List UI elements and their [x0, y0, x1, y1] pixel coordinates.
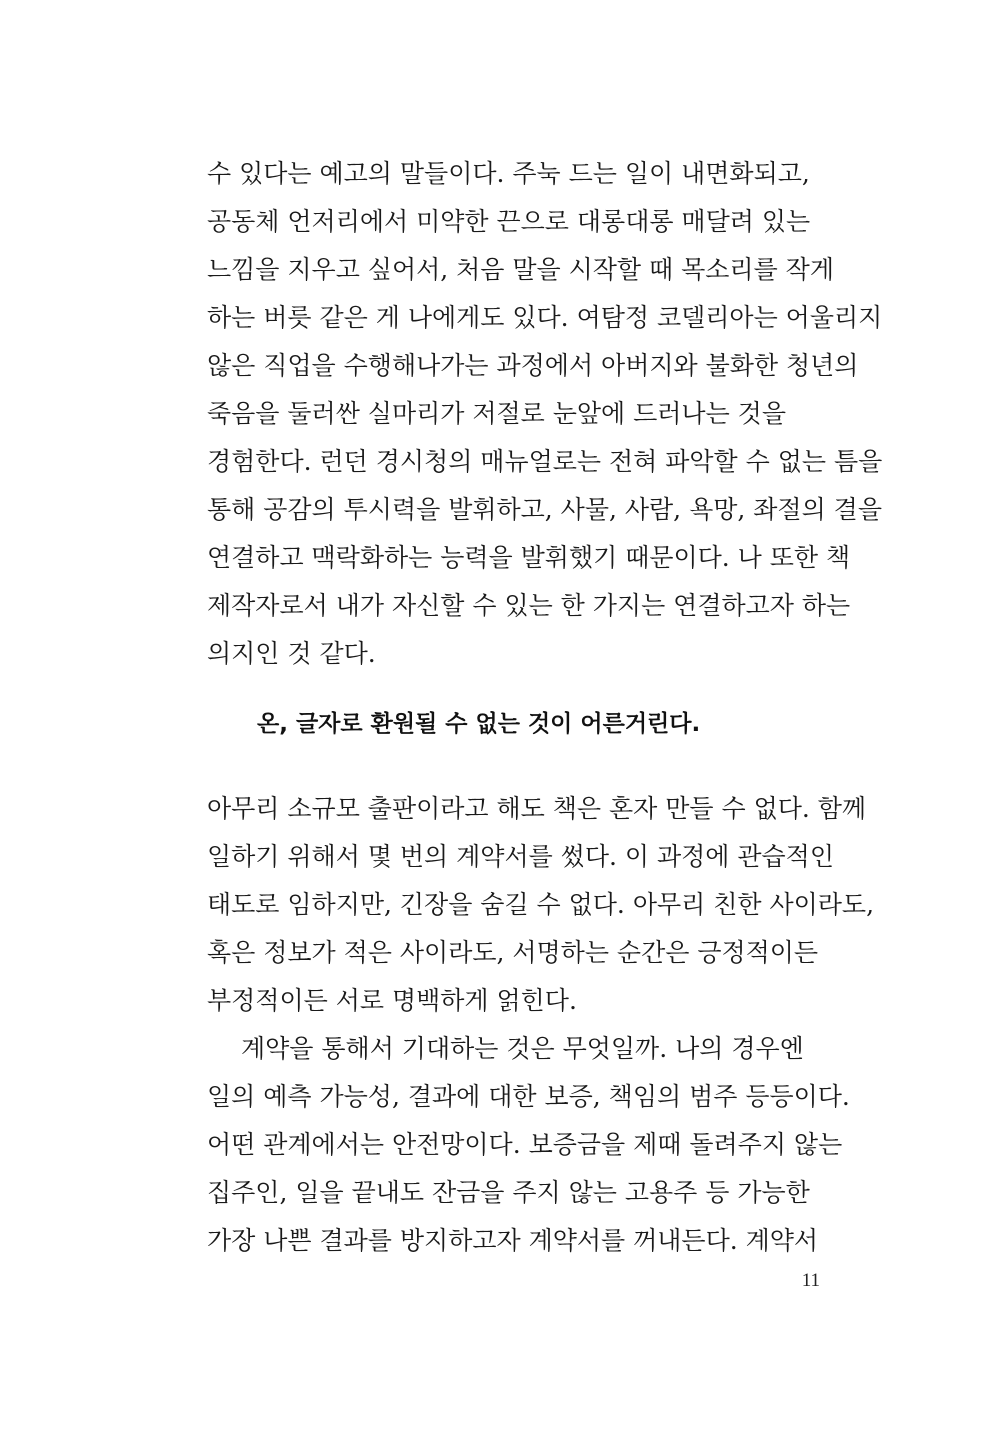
text-line: 일의 예측 가능성, 결과에 대한 보증, 책임의 범주 등등이다.	[207, 1082, 850, 1111]
text-line: 가장 나쁜 결과를 방지하고자 계약서를 꺼내든다. 계약서	[207, 1226, 819, 1255]
text-line: 계약을 통해서 기대하는 것은 무엇일까. 나의 경우엔	[241, 1034, 804, 1063]
page-number: 11	[801, 1270, 820, 1291]
text-line: 태도로 임하지만, 긴장을 숨길 수 없다. 아무리 친한 사이라도,	[207, 890, 875, 919]
text-line: 통해 공감의 투시력을 발휘하고, 사물, 사람, 욕망, 좌절의 결을	[207, 495, 882, 524]
paragraph-2	[207, 785, 875, 1265]
text-line: 일하기 위해서 몇 번의 계약서를 썼다. 이 과정에 관습적인	[207, 842, 834, 871]
text-line: 어떤 관계에서는 안전망이다. 보증금을 제때 돌려주지 않는	[207, 1130, 843, 1159]
section-heading: 온, 글자로 환원될 수 없는 것이 어른거린다.	[257, 711, 701, 737]
text-line: 제작자로서 내가 자신할 수 있는 한 가지는 연결하고자 하는	[207, 591, 851, 620]
text-line: 느낌을 지우고 싶어서, 처음 말을 시작할 때 목소리를 작게	[207, 255, 834, 284]
text-line: 혹은 정보가 적은 사이라도, 서명하는 순간은 긍정적이든	[207, 938, 819, 967]
text-line: 공동체 언저리에서 미약한 끈으로 대롱대롱 매달려 있는	[207, 207, 811, 236]
text-line: 연결하고 맥락화하는 능력을 발휘했기 때문이다. 나 또한 책	[207, 543, 851, 572]
text-line: 죽음을 둘러싼 실마리가 저절로 눈앞에 드러나는 것을	[207, 399, 786, 428]
text-line: 경험한다. 런던 경시청의 매뉴얼로는 전혀 파악할 수 없는 틈을	[207, 447, 883, 476]
text-line: 수 있다는 예고의 말들이다. 주눅 드는 일이 내면화되고,	[207, 159, 810, 188]
text-line: 않은 직업을 수행해나가는 과정에서 아버지와 불화한 청년의	[207, 351, 859, 380]
text-line: 아무리 소규모 출판이라고 해도 책은 혼자 만들 수 없다. 함께	[207, 794, 867, 823]
paragraph-1	[207, 150, 883, 678]
text-line: 부정적이든 서로 명백하게 얽힌다.	[207, 986, 577, 1015]
text-line: 하는 버릇 같은 게 나에게도 있다. 여탐정 코델리아는 어울리지	[207, 303, 883, 332]
text-line: 의지인 것 같다.	[207, 639, 376, 668]
text-line: 집주인, 일을 끝내도 잔금을 주지 않는 고용주 등 가능한	[207, 1178, 810, 1207]
